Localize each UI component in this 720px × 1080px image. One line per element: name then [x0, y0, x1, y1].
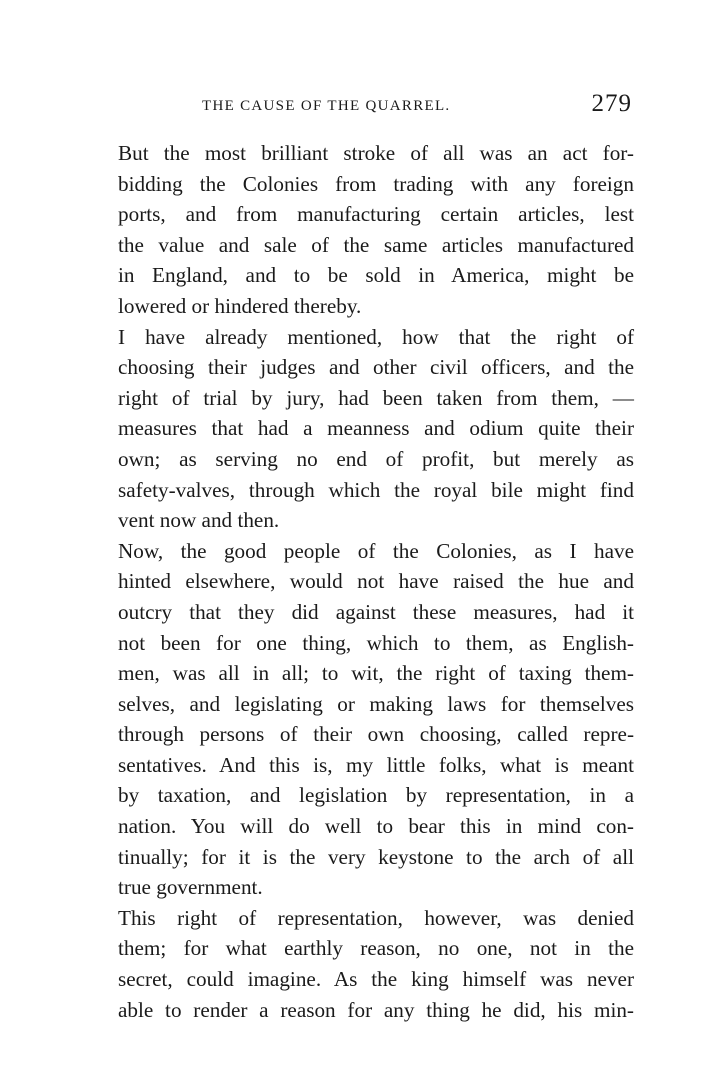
text-line: own; as serving no end of profit, but merely as — [118, 446, 634, 471]
text-line: sentatives. And this is, my little folks, what is meant — [118, 752, 634, 777]
text-line: through persons of their own choosing, called repre- — [118, 722, 634, 747]
text-line: Now, the good people of the Colonies, as I have — [118, 538, 634, 563]
text-line: outcry that they did against these measures, had it — [118, 599, 634, 624]
text-line: in England, and to be sold in America, might be — [118, 263, 634, 288]
page-number: 279 — [591, 90, 632, 117]
text-line: But the most brilliant stroke of all was an act for- — [118, 141, 634, 165]
paragraph-4 — [82, 903, 634, 1025]
text-line: ports, and from manufacturing certain articles, lest — [118, 202, 634, 227]
text-line: safety-valves, through which the royal bile might find — [118, 477, 634, 502]
text-line: true government. — [118, 875, 263, 900]
text-line: them; for what earthly reason, no one, not in the — [118, 936, 634, 961]
text-line: I have already mentioned, how that the right of — [118, 324, 634, 349]
text-line: right of trial by jury, had been taken from them, — — [118, 385, 634, 410]
text-line: secret, could imagine. As the king himself was never — [118, 967, 634, 992]
text-line: bidding the Colonies from trading with any foreign — [118, 171, 634, 196]
text-line: hinted elsewhere, would not have raised the hue and — [118, 569, 634, 594]
text-line: the value and sale of the same articles manufactured — [118, 232, 634, 257]
text-line: selves, and legislating or making laws for themselves — [118, 691, 634, 716]
running-head — [82, 88, 634, 128]
paragraph-3 — [82, 536, 634, 903]
text-line: able to render a reason for any thing he did, his min- — [118, 997, 634, 1022]
text-line: choosing their judges and other civil officers, and the — [118, 355, 634, 380]
text-line: nation. You will do well to bear this in mind con- — [118, 814, 634, 839]
text-line: measures that had a meanness and odium quite their — [118, 416, 634, 441]
text-line: lowered or hindered thereby. — [118, 293, 362, 318]
text-line: by taxation, and legislation by representation, in a — [118, 783, 634, 808]
text-line: men, was all in all; to wit, the right of taxing them- — [118, 661, 634, 686]
body-text — [82, 138, 634, 1025]
text-line: vent now and then. — [118, 508, 280, 533]
paragraph-2 — [82, 322, 634, 536]
book-page — [82, 88, 634, 1025]
paragraph-1 — [82, 138, 634, 322]
text-line: This right of representation, however, was denied — [118, 905, 634, 930]
running-title: THE CAUSE OF THE QUARREL. — [202, 98, 451, 114]
text-line: not been for one thing, which to them, as English- — [118, 630, 634, 655]
text-line: tinually; for it is the very keystone to the arch of all — [118, 844, 634, 869]
